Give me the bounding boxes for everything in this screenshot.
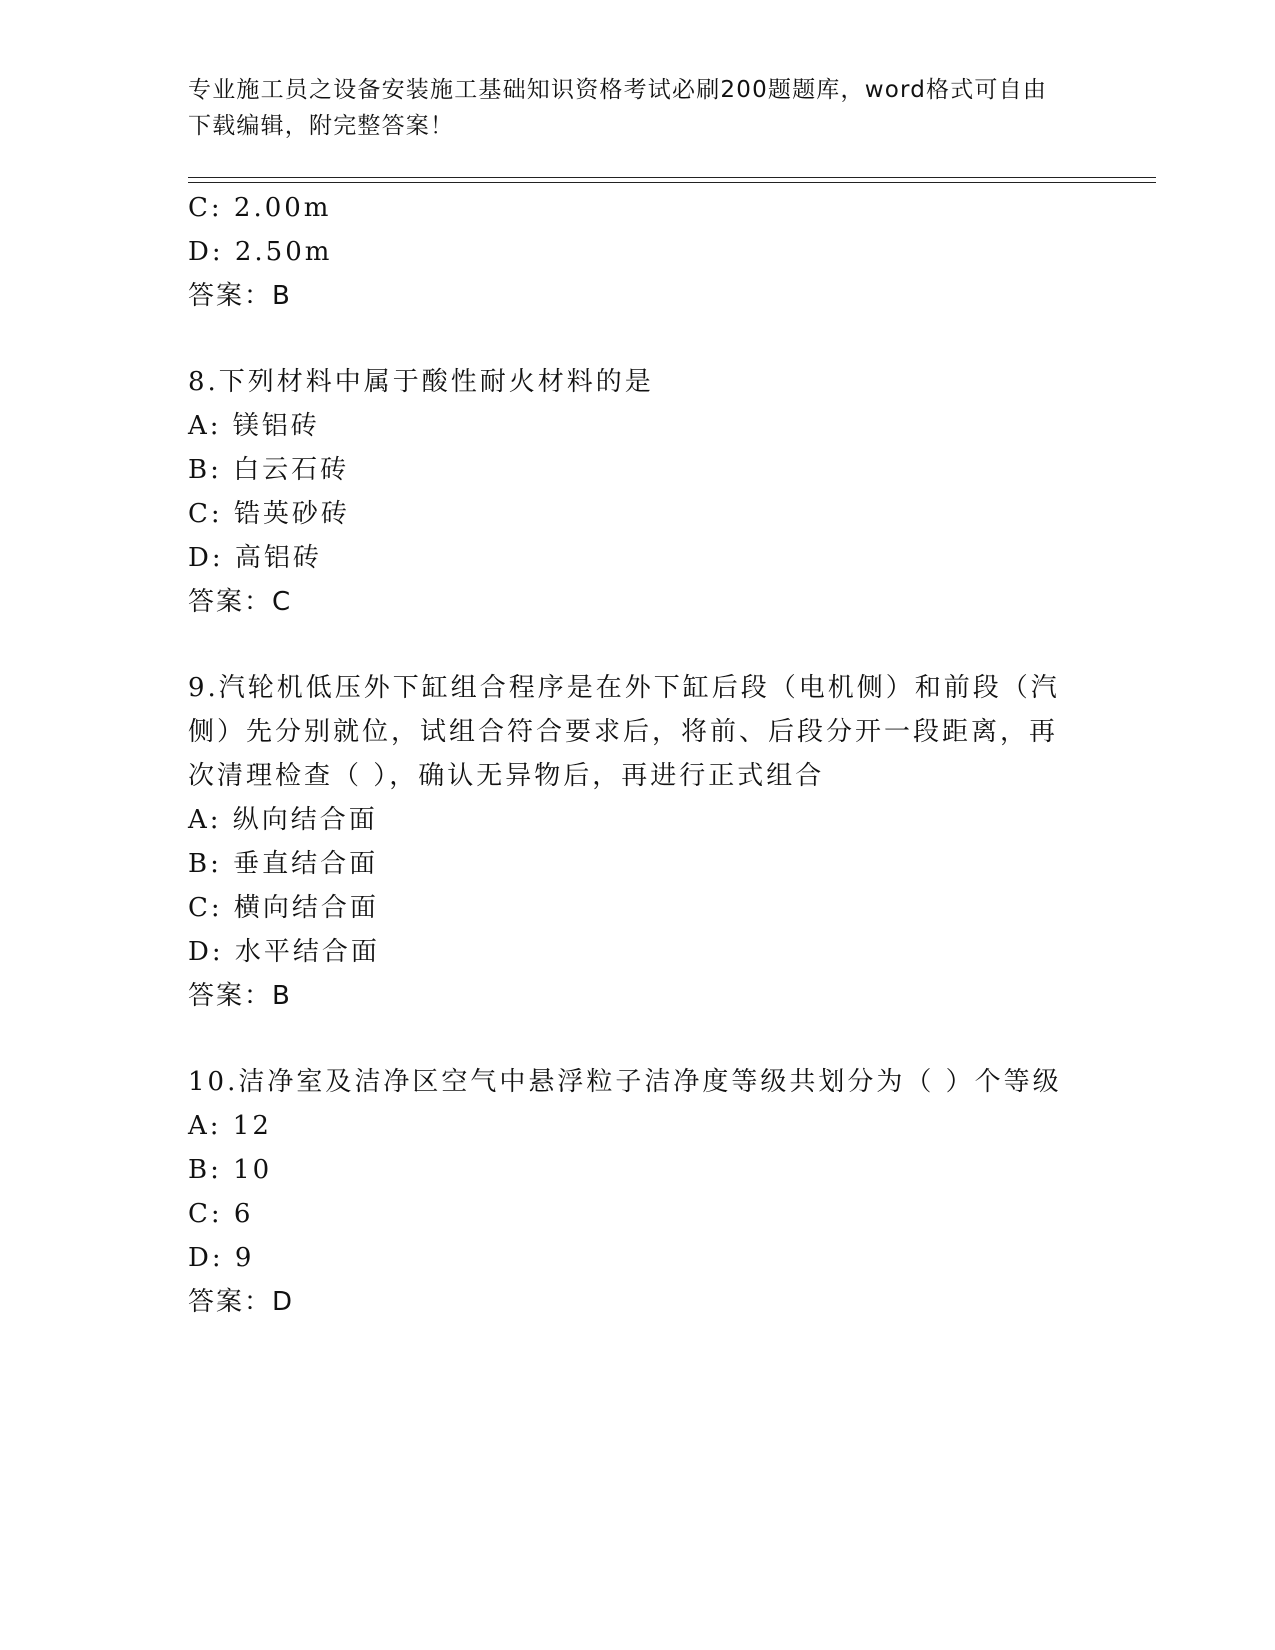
question-line: 9.汽轮机低压外下缸组合程序是在外下缸后段（电机侧）和前段（汽 (188, 673, 1060, 703)
option-line: C: 横向结合面 (188, 893, 379, 923)
question-line: 10.洁净室及洁净区空气中悬浮粒子洁净度等级共划分为（ ）个等级 (188, 1067, 1062, 1097)
answer-line: 答案：B (188, 981, 292, 1011)
option-line: A: 镁铝砖 (188, 411, 320, 441)
option-line: B: 10 (188, 1155, 273, 1185)
header-divider-bottom (188, 182, 1156, 183)
question-line: 8.下列材料中属于酸性耐火材料的是 (188, 367, 654, 397)
option-line: D: 水平结合面 (188, 937, 380, 967)
option-line: A: 纵向结合面 (188, 805, 378, 835)
header-title-line-1: 专业施工员之设备安装施工基础知识资格考试必刷200题题库，word格式可自由 (188, 77, 1048, 103)
answer-line: 答案：C (188, 587, 293, 617)
option-line: D: 高铝砖 (188, 543, 322, 573)
option-line: B: 垂直结合面 (188, 849, 379, 879)
header-divider-top (188, 177, 1156, 178)
option-line: C: 6 (188, 1199, 254, 1229)
option-line: D: 2.50m (188, 237, 333, 267)
question-line: 侧）先分别就位，试组合符合要求后，将前、后段分开一段距离，再 (188, 717, 1059, 747)
option-line: C: 2.00m (188, 193, 332, 223)
option-line: C: 锆英砂砖 (188, 499, 350, 529)
question-line: 次清理检查（ ），确认无异物后，再进行正式组合 (188, 761, 825, 791)
option-line: A: 12 (188, 1111, 272, 1141)
option-line: B: 白云石砖 (188, 455, 350, 485)
header-title-line-2: 下载编辑，附完整答案！ (188, 113, 455, 139)
document-header (188, 72, 1088, 144)
answer-line: 答案：B (188, 281, 292, 311)
answer-line: 答案：D (188, 1287, 295, 1317)
option-line: D: 9 (188, 1243, 255, 1273)
